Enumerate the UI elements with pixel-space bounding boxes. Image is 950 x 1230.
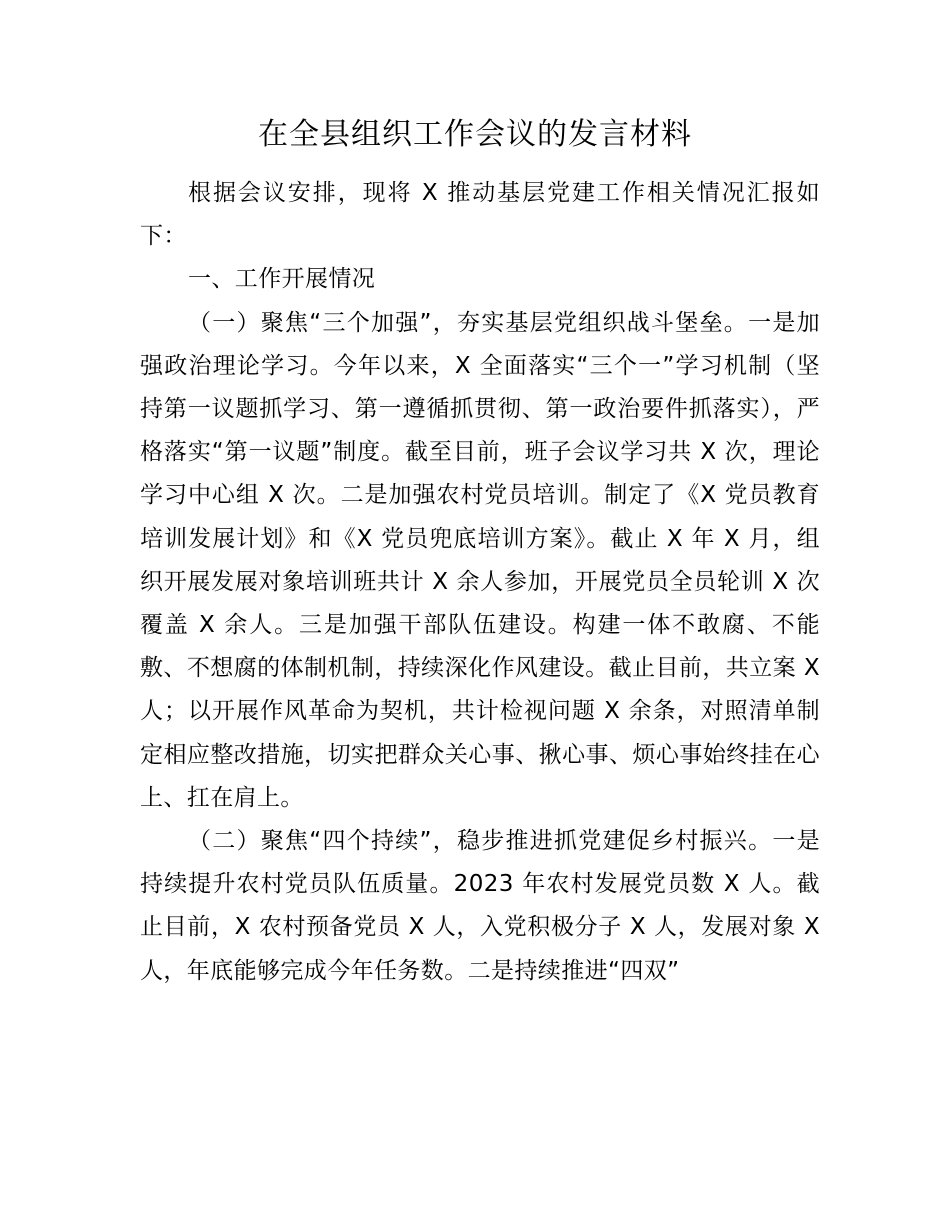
body-paragraph: （一）聚焦“三个加强”，夯实基层党组织战斗堡垒。一是加强政治理论学习。今年以来，X 全面落实“三个一”学习机制（坚持第一议题抓学习、第一遵循抓贯彻、第一政治要件抓落实），严格落实“第一议题”制度。截至目前，班子会议学习共 X 次，理论学习中心组 X 次。二是加强农村党员培训。制定了《X 党员教育培训发展计划》和《X 党员兜底培训方案》。截止 X 年 X 月，组织开展发展对象培训班共计 X 余人参加，开展党员全员轮训 X 次覆盖 X 余人。三是加强干部队伍建设。构建一体不敢腐、不能敷、不想腐的体制机制，持续深化作风建设。截止目前，共立案 X 人；以开展作风革命为契机，共计检视问题 X 余条，对照清单制定相应整改措施，切实把群众关心事、揪心事、烦心事始终挂在心上、扛在肩上。: [140, 309, 820, 811]
intro-paragraph: 根据会议安排，现将 X 推动基层党建工作相关情况汇报如下：: [140, 180, 820, 250]
body-paragraph: （二）聚焦“四个持续”，稳步推进抓党建促乡村振兴。一是持续提升农村党员队伍质量。2023 年农村发展党员数 X 人。截止目前，X 农村预备党员 X 人，入党积极分子 X 人，发展对象 X 人，年底能够完成今年任务数。二是持续推进“四双”: [140, 828, 820, 984]
section-heading: 一、工作开展情况: [188, 266, 376, 293]
document-body: [140, 172, 820, 993]
page-title: 在全县组织工作会议的发言材料: [258, 117, 692, 152]
